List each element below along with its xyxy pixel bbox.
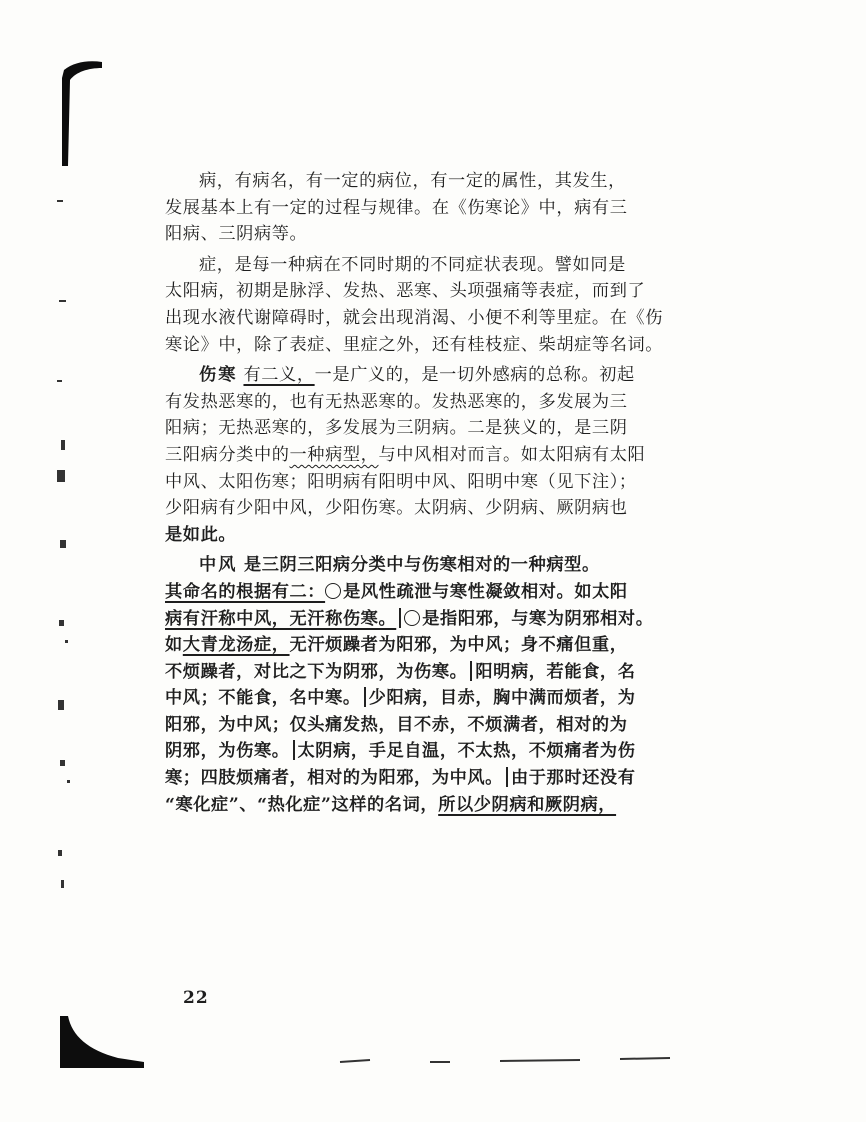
body-text bbox=[165, 168, 695, 818]
text-run: 阴邪，为伤寒。 bbox=[165, 741, 290, 762]
scan-shadow-top-left bbox=[58, 58, 106, 168]
bar-mark-icon bbox=[364, 687, 366, 707]
scan-edge-speckles bbox=[55, 180, 115, 940]
underlined-phrase: 有二义， bbox=[243, 365, 315, 386]
text-line: 中风、太阳伤寒；阳明病有阳明中风、阳明中寒（见下注）； bbox=[165, 471, 637, 492]
text-run: 一是广义的，是一切外感病的总称。初起 bbox=[314, 365, 635, 386]
circle-mark-icon bbox=[404, 610, 420, 626]
text-line: 阳病；无热恶寒的，多发展为三阴病。二是狭义的，是三阴 bbox=[165, 418, 628, 439]
text-line bbox=[165, 685, 695, 712]
text-line bbox=[165, 792, 695, 819]
text-run: “寒化症”、“热化症”这样的名词， bbox=[165, 794, 439, 815]
underlined-phrase: 病有汗称中风，无汗称伤寒。 bbox=[165, 608, 397, 629]
text-run: 少阳病，目赤，胸中满而烦者，为 bbox=[368, 688, 636, 709]
text-run: 太阴病，手足自温，不太热，不烦痛者为伤 bbox=[297, 741, 636, 762]
text-line: 少阳病有少阳中风，少阳伤寒。太阴病、少阴病、厥阴病也 bbox=[165, 498, 628, 519]
bar-mark-icon bbox=[293, 740, 295, 760]
text-line bbox=[165, 632, 695, 659]
text-run: 是三阴三阳病分类中与伤寒相对的一种病型。 bbox=[243, 555, 600, 576]
underlined-phrase: 所以少阴病和厥阴病， bbox=[438, 794, 617, 815]
paragraph-shanghan bbox=[165, 362, 695, 548]
text-run: 三阳病分类中的 bbox=[165, 444, 290, 465]
text-line bbox=[165, 738, 695, 765]
text-line: 出现水液代谢障碍时，就会出现消渴、小便不利等里症。在《伤 bbox=[165, 307, 664, 328]
term-shanghan: 伤寒 bbox=[199, 365, 238, 386]
text-line bbox=[165, 765, 695, 792]
text-run: 阳明病，若能食，名 bbox=[475, 661, 636, 682]
text-run: 是指阳邪，与寒为阴邪相对。 bbox=[422, 608, 654, 629]
bar-mark-icon bbox=[506, 767, 508, 787]
text-run: 与中风相对而言。如太阳病有太阳 bbox=[378, 444, 646, 465]
text-line bbox=[165, 362, 695, 389]
text-run: 寒；四肢烦痛者，相对的为阳邪，为中风。 bbox=[165, 768, 503, 789]
text-line bbox=[165, 606, 695, 633]
paragraph-disease bbox=[165, 168, 695, 248]
term-zhongfeng: 中风 bbox=[199, 555, 238, 576]
text-run: 是风性疏泄与寒性凝敛相对。如太阳 bbox=[343, 581, 628, 602]
wavy-underlined-phrase: 一种病型， bbox=[289, 444, 379, 465]
text-line: 阳邪，为中风；仅头痛发热，目不赤，不烦满者，相对的为 bbox=[165, 714, 628, 735]
text-line: 症，是每一种病在不同时期的不同症状表现。譬如同是 bbox=[199, 254, 626, 275]
page-number: 22 bbox=[183, 988, 209, 1008]
text-line bbox=[165, 552, 695, 579]
text-line: 是如此。 bbox=[165, 524, 237, 545]
text-line bbox=[165, 579, 695, 606]
scan-bottom-strokes bbox=[330, 1048, 690, 1070]
scan-shadow-bottom-left bbox=[58, 1010, 148, 1070]
text-line: 发展基本上有一定的过程与规律。在《伤寒论》中，病有三 bbox=[165, 197, 628, 218]
text-run: 由于那时还没有 bbox=[510, 768, 636, 789]
text-line: 阳病、三阴病等。 bbox=[165, 224, 308, 245]
paragraph-symptom bbox=[165, 252, 695, 358]
text-run: 中风；不能食，名中寒。 bbox=[165, 688, 361, 709]
underlined-phrase: 大青龙汤症， bbox=[182, 635, 290, 656]
text-line: 太阳病，初期是脉浮、发热、恶寒、头项强痛等表症，而到了 bbox=[165, 281, 646, 302]
text-run: 如 bbox=[165, 635, 183, 656]
bar-mark-icon bbox=[399, 608, 401, 628]
text-run: 不烦躁者，对比之下为阴邪，为伤寒。 bbox=[165, 661, 468, 682]
text-run: 无汗烦躁者为阳邪，为中风；身不痛但重， bbox=[289, 635, 628, 656]
underlined-phrase: 其命名的根据有二： bbox=[165, 581, 326, 602]
text-line: 病，有病名，有一定的病位，有一定的属性，其发生， bbox=[199, 171, 626, 191]
bar-mark-icon bbox=[470, 661, 472, 681]
text-line bbox=[165, 659, 695, 686]
text-line: 有发热恶寒的，也有无热恶寒的。发热恶寒的，多发展为三 bbox=[165, 391, 628, 412]
circle-mark-icon bbox=[325, 583, 341, 599]
text-line bbox=[165, 442, 695, 469]
paragraph-zhongfeng bbox=[165, 552, 695, 818]
text-line: 寒论》中，除了表症、里症之外，还有桂枝症、柴胡症等名词。 bbox=[165, 334, 664, 355]
